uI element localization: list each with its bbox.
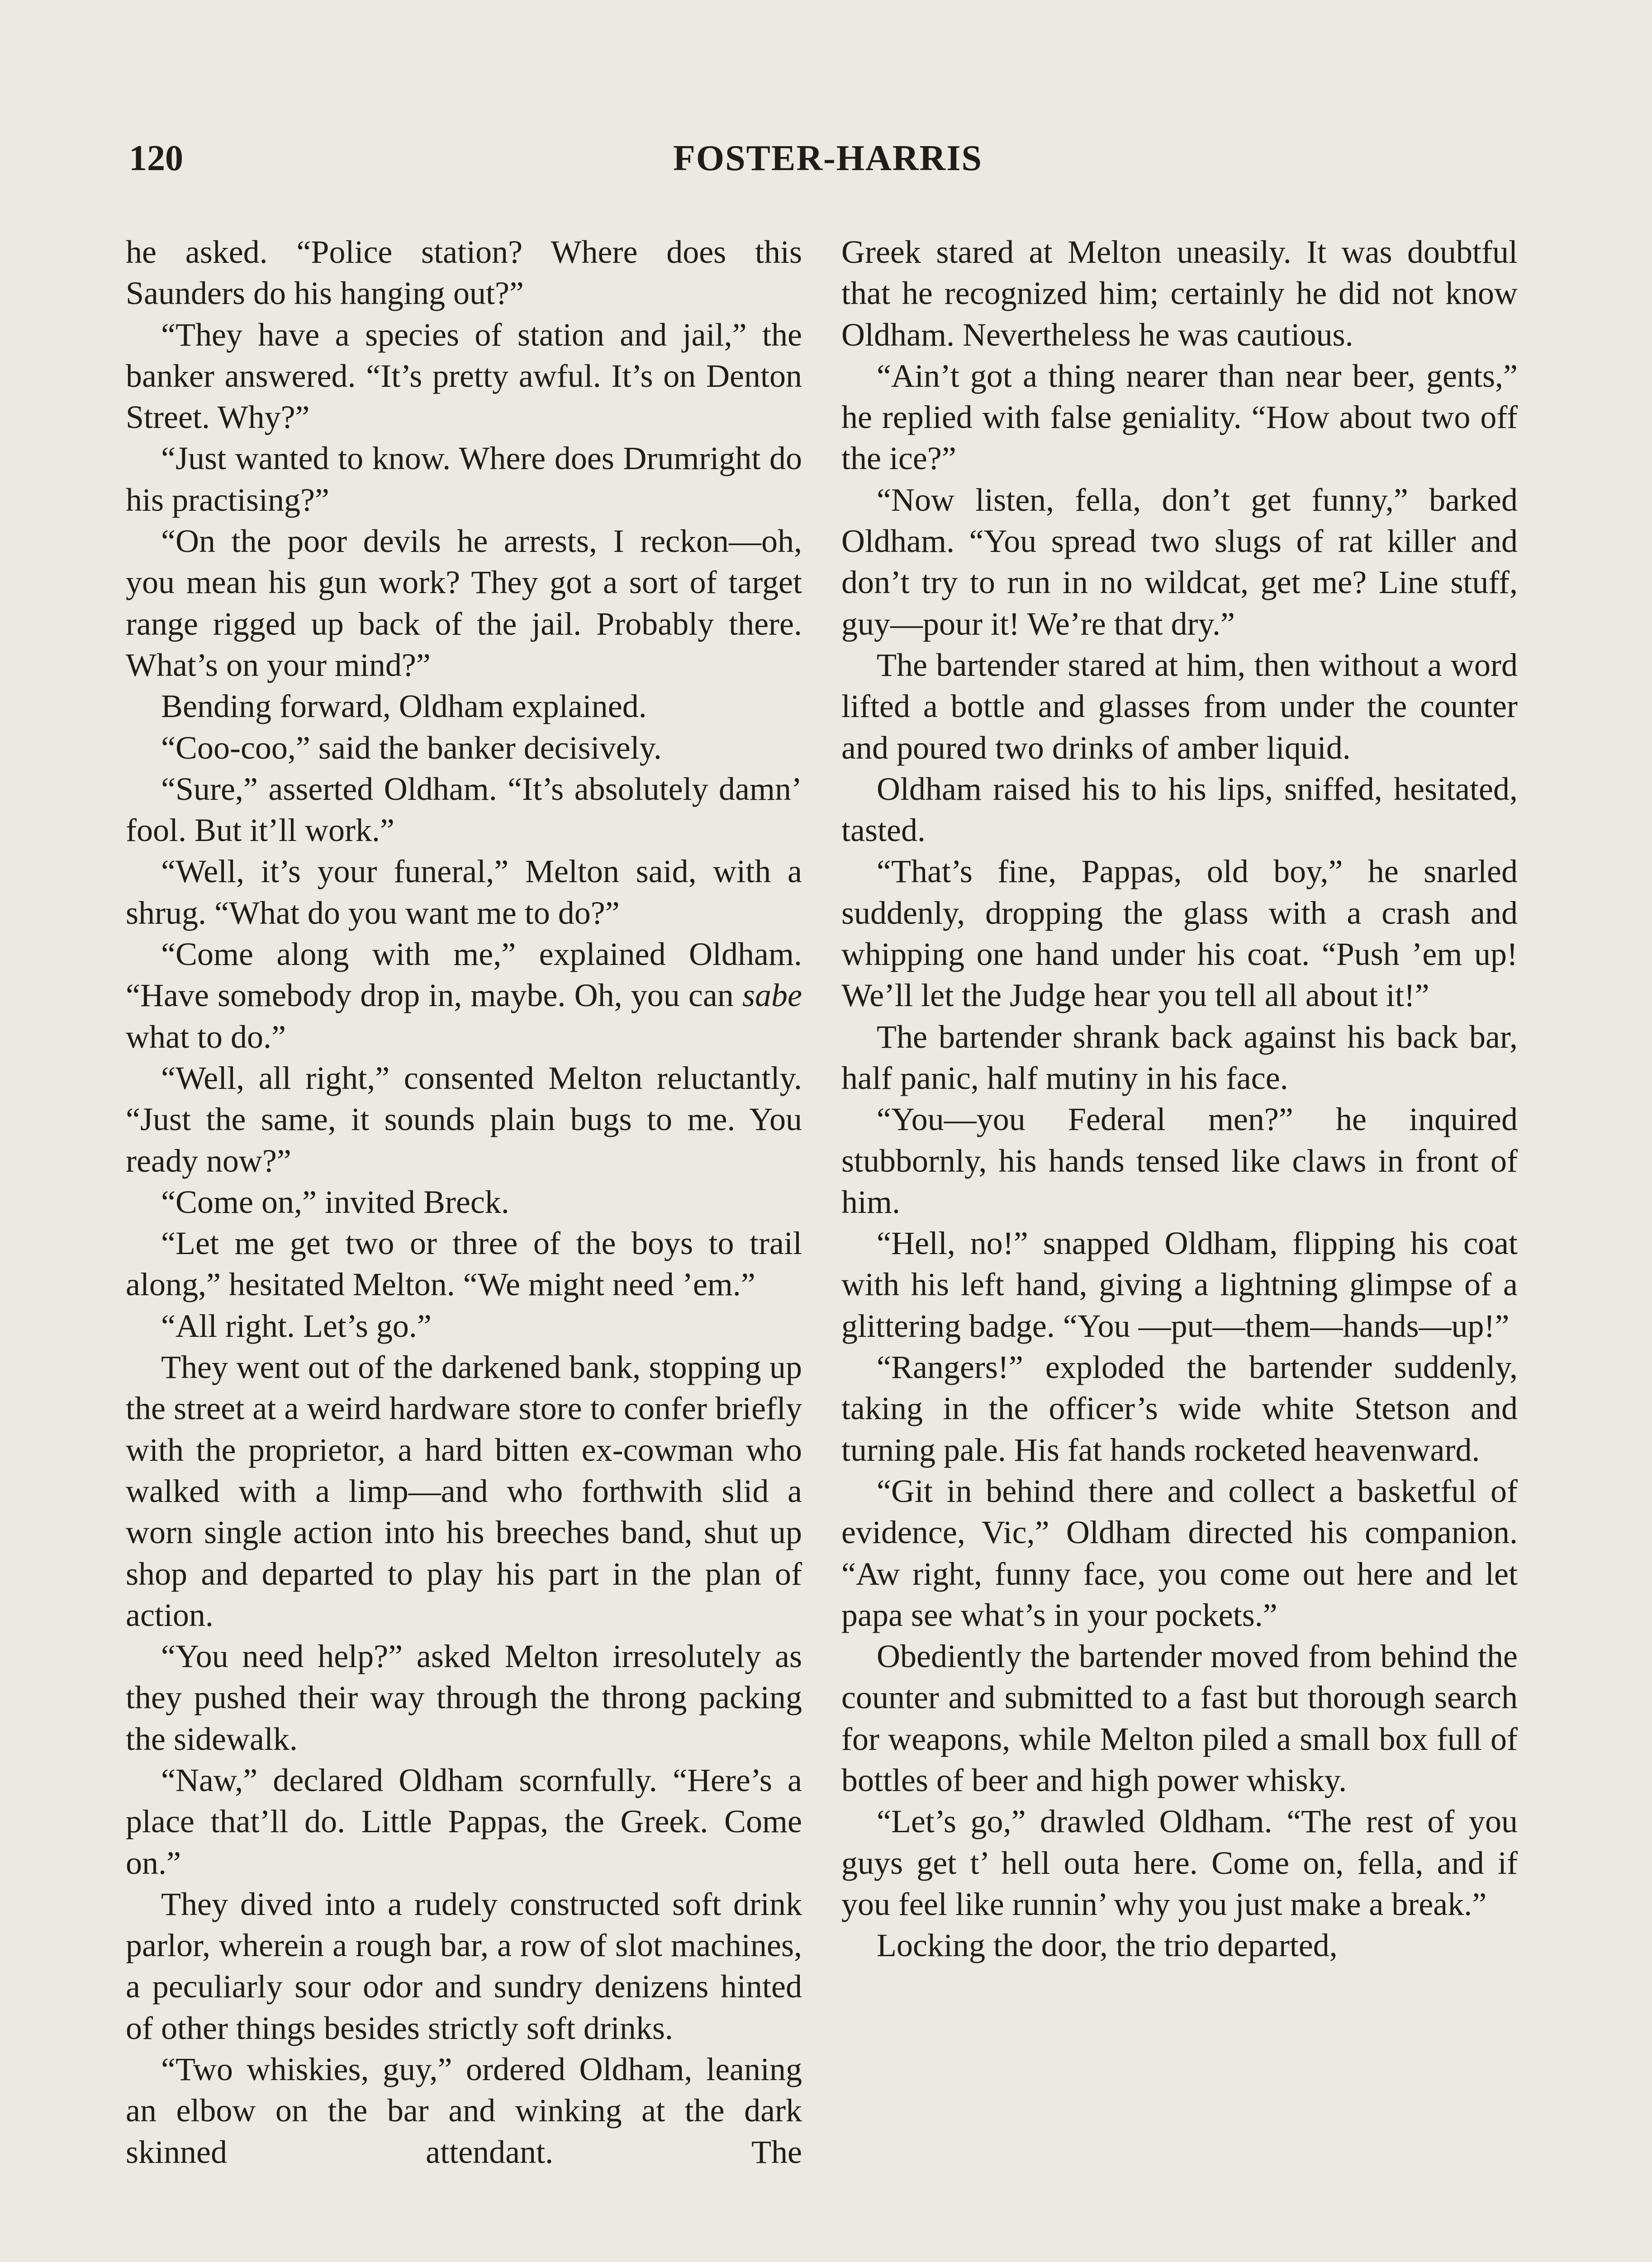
running-head: FOSTER-HARRIS [673,138,983,178]
paragraph: “Two whiskies, guy,” ordered Oldham, leaning an elbow on the bar and winking at the dark skinned attendant. The [126,2051,802,2170]
paragraph: Bending forward, Oldham explained. [161,688,647,725]
paragraph: “Rangers!” exploded the bartender suddenly, taking in the officer’s wide white Stetson and turning pale. His fat hands rocketed heavenward. [841,1349,1518,1468]
paragraph: he asked. “Police station? Where does this Saunders do his hanging out?” [126,234,802,312]
paragraph: The bartender shrank back against his back bar, half panic, half mutiny in his face. [841,1018,1518,1096]
right-column [841,232,1518,1966]
paragraph: They dived into a rudely constructed soft drink parlor, wherein a rough bar, a row of slot machines, a peculiarly sour odor and sundry denizens hinted of other things besides strictly soft drinks. [126,1886,802,2046]
paragraph: The bartender stared at him, then without a word lifted a bottle and glasses from under the counter and poured two drinks of amber liquid. [841,646,1518,766]
paragraph: “Well, all right,” consented Melton reluctantly. “Just the same, it sounds plain bugs to me. You ready now?” [126,1060,802,1179]
italic-word: sabe [742,977,802,1014]
paragraph: “They have a species of station and jail,” the banker answered. “It’s pretty awful. It’s on Denton Street. Why?” [126,316,802,436]
paragraph: They went out of the darkened bank, stopping up the street at a weird hardware store to confer briefly with the proprietor, a hard bitten ex-cowman who walked with a limp—and who forthwith slid a worn single action into his breeches band, shut up shop and departed to play his part in the plan of action. [126,1349,802,1633]
paragraph: “Coo-coo,” said the banker decisively. [161,729,662,766]
paragraph: “On the poor devils he arrests, I reckon—oh, you mean his gun work? They got a sort of target range rigged up back of the jail. Probably there. What’s on your mind?” [126,523,802,683]
paragraph: “You need help?” asked Melton irresolutely as they pushed their way through the throng packing the sidewalk. [126,1638,802,1757]
paragraph: “Come on,” invited Breck. [161,1183,509,1220]
paragraph: Greek stared at Melton uneasily. It was doubtful that he recognized him; certainly he did not know Oldham. Nevertheless he was cautious. [841,234,1518,353]
paragraph: Locking the door, the trio departed, [877,1927,1338,1964]
paragraph: “Let me get two or three of the boys to trail along,” hesitated Melton. “We might need ’em.” [126,1225,802,1303]
paragraph: “Let’s go,” drawled Oldham. “The rest of you guys get t’ hell outa here. Come on, fella, and if you feel like runnin’ why you just make a break.” [841,1803,1518,1922]
page-header [129,131,1527,185]
paragraph [126,934,802,1058]
paragraph: “You—you Federal men?” he inquired stubbornly, his hands tensed like claws in front of him. [841,1101,1518,1220]
paragraph: “All right. Let’s go.” [161,1307,432,1344]
paragraph: “Just wanted to know. Where does Drumright do his practising?” [126,440,802,518]
paragraph-text: “Come along with me,” explained Oldham. “Have somebody drop in, maybe. Oh, you can [126,936,802,1014]
left-column [126,232,802,2173]
paragraph-text: what to do.” [126,1018,286,1055]
paragraph: “Well, it’s your funeral,” Melton said, with a shrug. “What do you want me to do?” [126,853,802,931]
paragraph: “Hell, no!” snapped Oldham, flipping his coat with his left hand, giving a lightning glimpse of a glittering badge. “You —put—them—hands—up!” [841,1225,1518,1344]
paragraph: “Naw,” declared Oldham scornfully. “Here’s a place that’ll do. Little Pappas, the Greek. Come on.” [126,1762,802,1881]
paragraph: “Sure,” asserted Oldham. “It’s absolutely damn’ fool. But it’ll work.” [126,770,802,849]
paragraph: Obediently the bartender moved from behind the counter and submitted to a fast but thorough search for weapons, while Melton piled a small box full of bottles of beer and high power whisky. [841,1638,1518,1798]
paragraph: Oldham raised his to his lips, sniffed, hesitated, tasted. [841,770,1518,849]
paragraph: “That’s fine, Pappas, old boy,” he snarled suddenly, dropping the glass with a crash and whipping one hand under his coat. “Push ’em up! We’ll let the Judge hear you tell all about it!” [841,853,1518,1014]
page-number: 120 [129,138,183,178]
paragraph: “Git in behind there and collect a basketful of evidence, Vic,” Oldham directed his companion. “Aw right, funny face, you come out here and let papa see what’s in your pockets.” [841,1473,1518,1633]
paragraph: “Ain’t got a thing nearer than near beer, gents,” he replied with false geniality. “How about two off the ice?” [841,357,1518,477]
paragraph: “Now listen, fella, don’t get funny,” barked Oldham. “You spread two slugs of rat killer and don’t try to run in no wildcat, get me? Line stuff, guy—pour it! We’re that dry.” [841,481,1518,642]
